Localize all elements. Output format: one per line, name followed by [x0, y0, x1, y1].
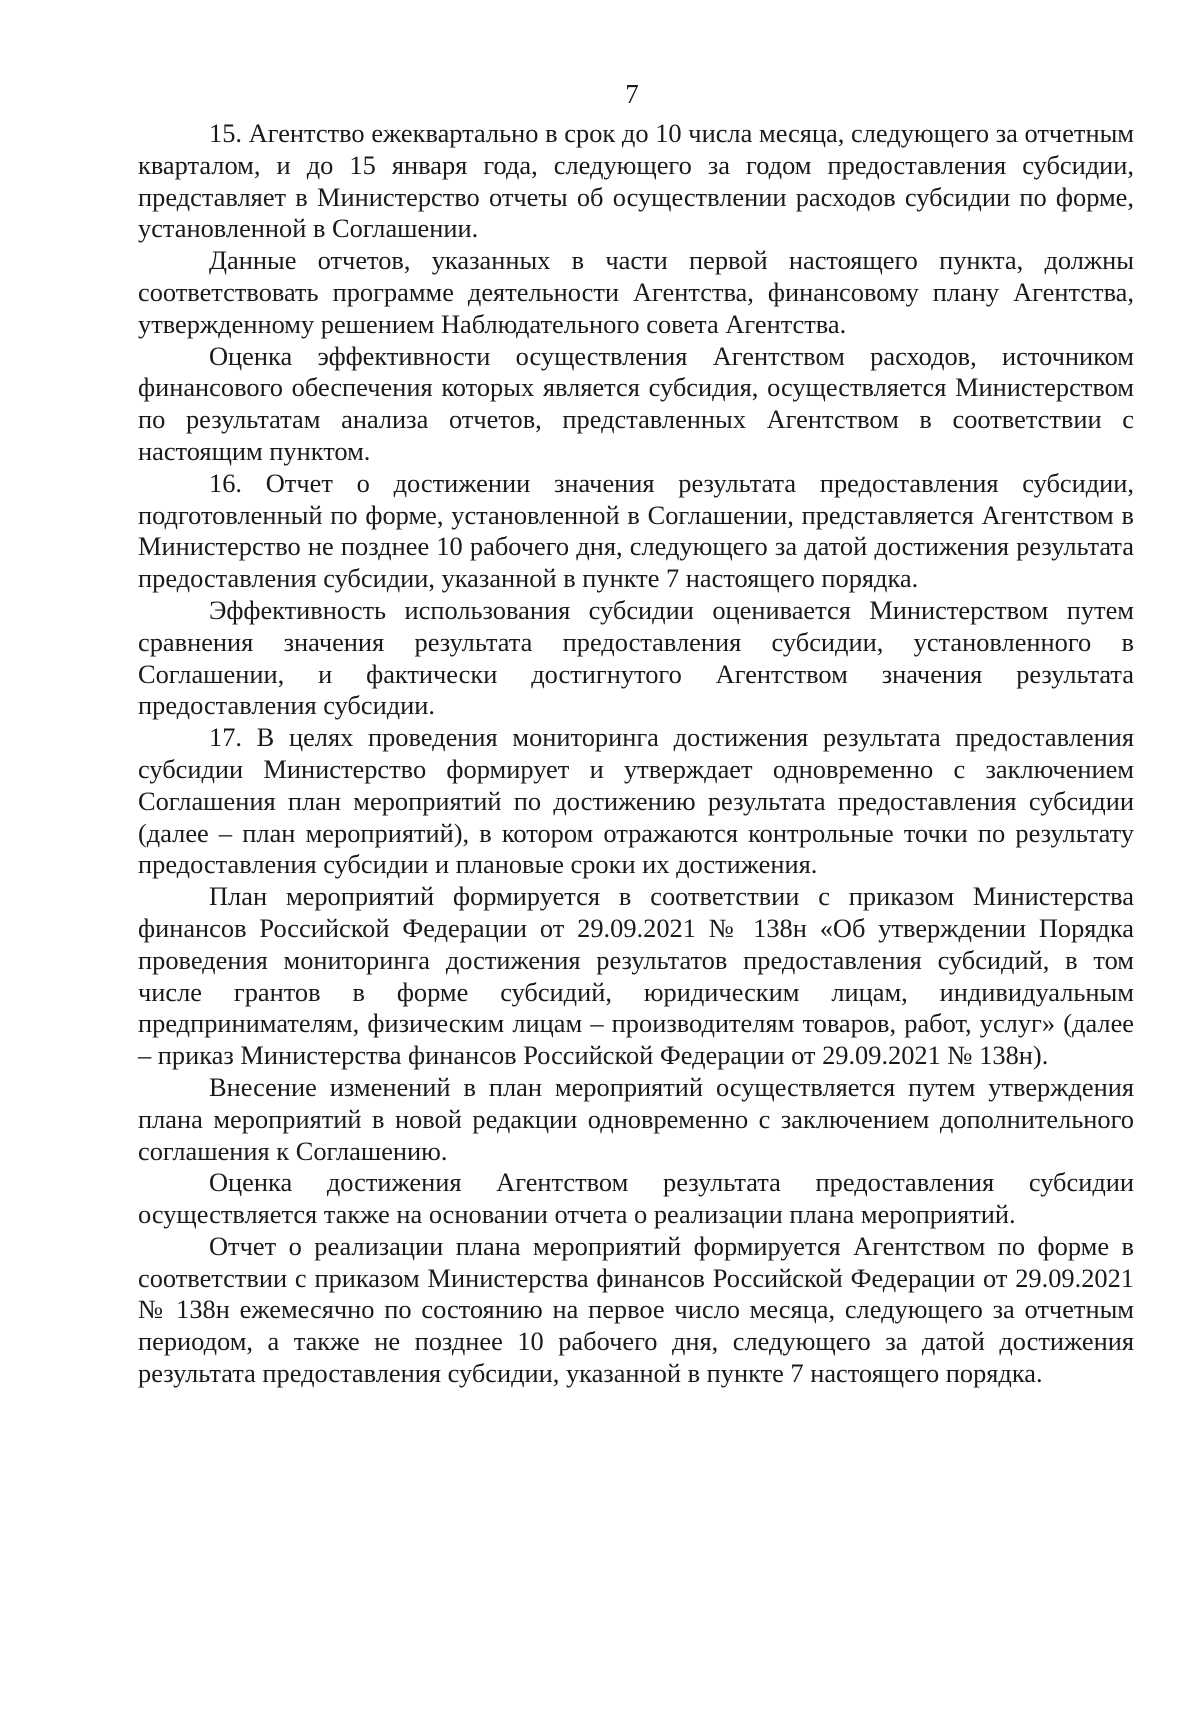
document-body	[138, 118, 1134, 1390]
paragraph-17: 17. В целях проведения мониторинга достижения результата предоставления субсидии Министерство формирует и утверждает одновременно с заключением Соглашения план мероприятий по достижению результата предоставления субсидии (далее – план мероприятий), в котором отражаются контрольные точки по результату предоставления субсидии и плановые сроки их достижения.	[138, 722, 1134, 880]
paragraph-15: 15. Агентство ежеквартально в срок до 10 числа месяца, следующего за отчетным кварталом, и до 15 января года, следующего за годом предоставления субсидии, представляет в Министерство отчеты об осуществлении расходов субсидии по форме, установленной в Соглашении.	[138, 118, 1134, 244]
paragraph-17-plan-report: Отчет о реализации плана мероприятий формируется Агентством по форме в соответствии с приказом Министерства финансов Российской Федерации от 29.09.2021 № 138н ежемесячно по состоянию на первое число месяца, следующего за отчетным периодом, а также не позднее 10 рабочего дня, следующего за датой достижения результата предоставления субсидии, указанной в пункте 7 настоящего порядка.	[138, 1230, 1134, 1389]
paragraph-16-effectiveness: Эффективность использования субсидии оценивается Министерством путем сравнения значения результата предоставления субсидии, установленного в Соглашении, и фактически достигнутого Агентством значения результата предоставления субсидии.	[138, 594, 1134, 721]
paragraph-17-achievement-assessment: Оценка достижения Агентством результата предоставления субсидии осуществляется также на основании отчета о реализации плана мероприятий.	[138, 1167, 1134, 1230]
paragraph-17-plan-order: План мероприятий формируется в соответствии с приказом Министерства финансов Российской Федерации от 29.09.2021 № 138н «Об утверждении Порядка проведения мониторинга достижения результатов предоставления субсидий, в том числе грантов в форме субсидий, юридическим лицам, индивидуальным предпринимателям, физическим лицам – производителям товаров, работ, услуг» (далее – приказ Министерства финансов Российской Федерации от 29.09.2021 № 138н).	[138, 881, 1134, 1071]
paragraph-17-plan-changes: Внесение изменений в план мероприятий осуществляется путем утверждения плана мероприятий в новой редакции одновременно с заключением дополнительного соглашения к Соглашению.	[138, 1071, 1134, 1166]
paragraph-16: 16. Отчет о достижении значения результата предоставления субсидии, подготовленный по форме, установленной в Соглашении, представляется Агентством в Министерство не позднее 10 рабочего дня, следующего за датой достижения результата предоставления субсидии, указанной в пункте 7 настоящего порядка.	[138, 467, 1134, 594]
paragraph-15-reports-data: Данные отчетов, указанных в части первой настоящего пункта, должны соответствовать программе деятельности Агентства, финансовому плану Агентства, утвержденному решением Наблюдательного совета Агентства.	[138, 245, 1134, 339]
page-number: 7	[625, 79, 639, 109]
paragraph-15-efficiency-assessment: Оценка эффективности осуществления Агентством расходов, источником финансового обеспечения которых является субсидия, осуществляется Министерством по результатам анализа отчетов, представленных Агентством в соответствии с настоящим пунктом.	[138, 340, 1134, 466]
